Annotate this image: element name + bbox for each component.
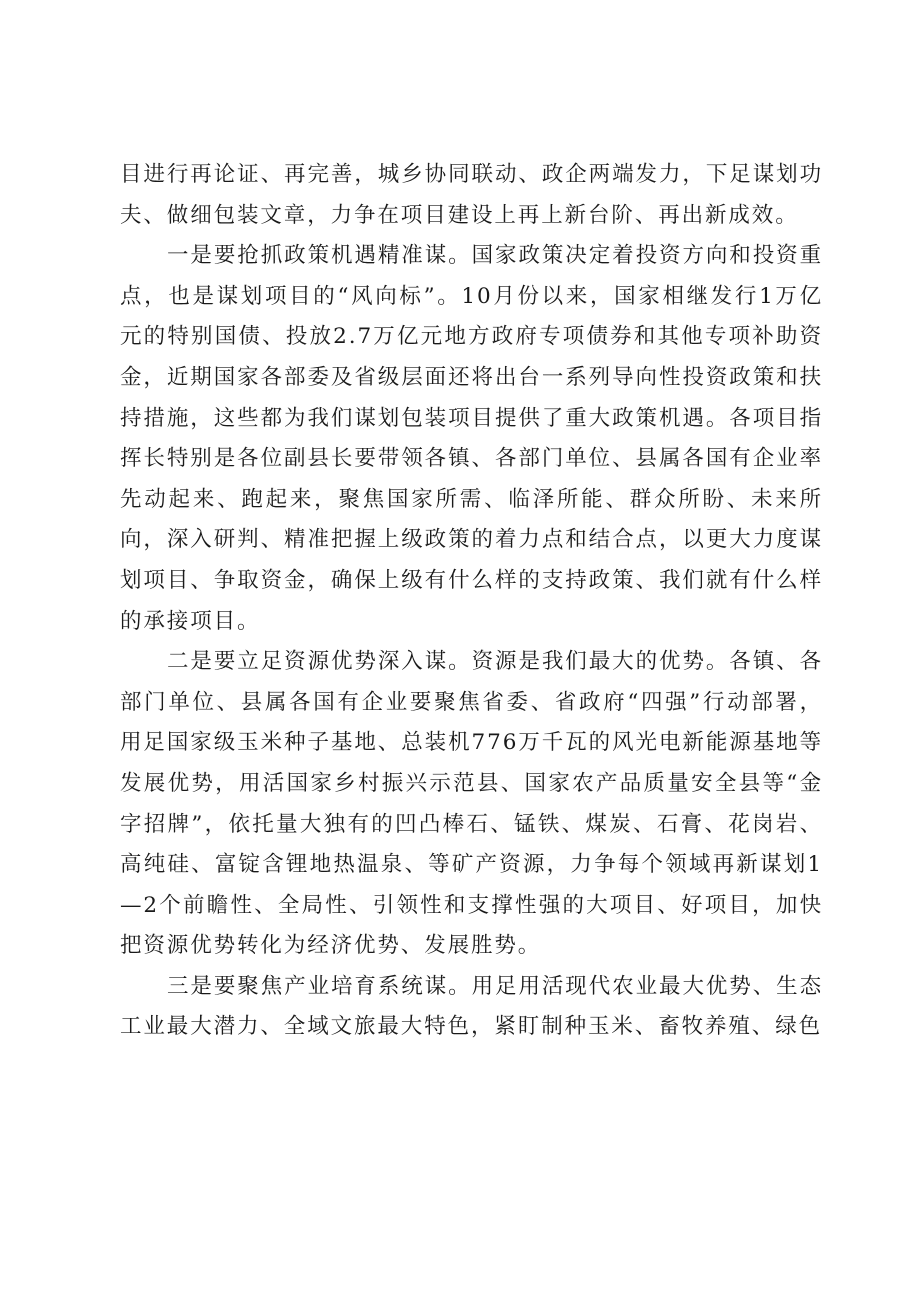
paragraph-continuation: 目进行再论证、再完善，城乡协同联动、政企两端发力，下足谋划功夫、做细包装文章，力争在项目建设上再上新台阶、再出新成效。 (120, 162, 823, 228)
paragraph-industry-cultivation: 三是要聚焦产业培育系统谋。用足用活现代农业最大优势、生态工业最大潜力、全域文旅最大特色，紧盯制种玉米、畜牧养殖、绿色 (120, 973, 823, 1040)
paragraph-policy-opportunity: 一是要抢抓政策机遇精准谋。国家政策决定着投资方向和投资重点，也是谋划项目的“风向标”。10月份以来，国家相继发行1万亿元的特别国债、投放2.7万亿元地方政府专项债券和其他专项补助资金，近期国家各部委及省级层面还将出台一系列导向性投资政策和扶持措施，这些都为我们谋划包装项目提供了重大政策机遇。各项目指挥长特别是各位副县长要带领各镇、各部门单位、县属各国有企业率先动起来、跑起来，聚焦国家所需、临泽所能、群众所盼、未来所向，深入研判、精准把握上级政策的着力点和结合点，以更大力度谋划项目、争取资金，确保上级有什么样的支持政策、我们就有什么样的承接项目。 (120, 243, 823, 634)
paragraph-resource-advantage: 二是要立足资源优势深入谋。资源是我们最大的优势。各镇、各部门单位、县属各国有企业要聚焦省委、省政府“四强”行动部署，用足国家级玉米种子基地、总装机776万千瓦的风光电新能源基地等发展优势，用活国家乡村振兴示范县、国家农产品质量安全县等“金字招牌”，依托量大独有的凹凸棒石、锰铁、煤炭、石膏、花岗岩、高纯硅、富锭含锂地热温泉、等矿产资源，力争每个领域再新谋划1—2个前瞻性、全局性、引领性和支撑性强的大项目、好项目，加快把资源优势转化为经济优势、发展胜势。 (120, 649, 823, 959)
document-page (120, 155, 823, 1048)
